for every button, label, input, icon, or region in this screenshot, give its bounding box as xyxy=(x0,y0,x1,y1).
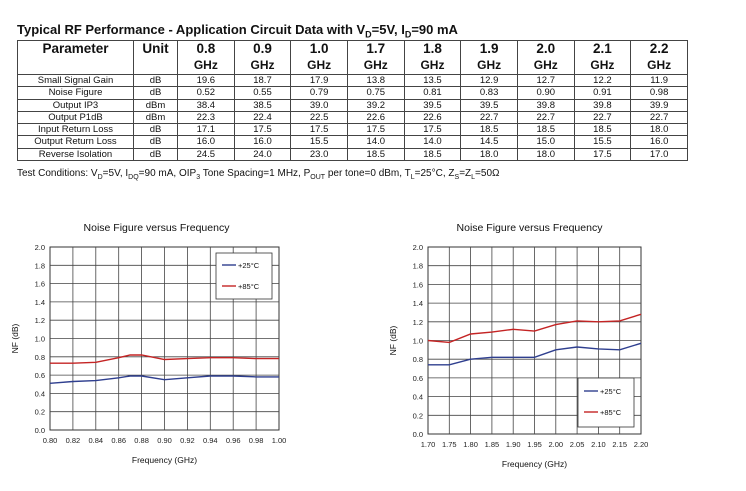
legend-label: +25°C xyxy=(238,261,260,270)
value-cell: 39.2 xyxy=(347,99,404,111)
y-tick-label: 2.0 xyxy=(412,243,423,252)
value-cell: 22.5 xyxy=(291,111,348,123)
chart-title: Noise Figure versus Frequency xyxy=(456,222,603,234)
legend-box xyxy=(216,253,272,299)
y-tick-label: 0.6 xyxy=(34,371,45,381)
x-tick-label: 1.95 xyxy=(527,440,542,449)
value-cell: 16.0 xyxy=(178,136,235,148)
value-cell: 14.0 xyxy=(404,136,461,148)
y-tick-label: 1.6 xyxy=(34,279,45,289)
value-cell: 0.75 xyxy=(347,87,404,99)
table-row xyxy=(18,136,688,148)
freq-header: 0.9 GHz xyxy=(234,41,291,75)
freq-header: 2.2 GHz xyxy=(631,41,688,75)
y-tick-label: 1.0 xyxy=(412,336,423,346)
y-tick-label: 0.4 xyxy=(34,389,45,399)
unit-cell: dBm xyxy=(134,99,178,111)
param-cell: Input Return Loss xyxy=(18,124,134,136)
x-tick-label: 1.90 xyxy=(505,440,521,449)
legend-label: +85°C xyxy=(600,408,622,417)
param-cell: Output IP3 xyxy=(18,99,134,111)
y-tick-label: 1.0 xyxy=(34,334,45,344)
value-cell: 18.5 xyxy=(461,124,518,136)
value-cell: 22.6 xyxy=(347,111,404,123)
value-cell: 17.9 xyxy=(291,75,348,87)
x-tick-label: 2.15 xyxy=(612,440,628,449)
value-cell: 18.0 xyxy=(517,148,574,160)
freq-header: 0.8 GHz xyxy=(178,41,235,75)
x-tick-label: 2.05 xyxy=(569,440,585,449)
value-cell: 17.5 xyxy=(234,124,291,136)
table-row xyxy=(18,87,688,99)
y-tick-label: 0.8 xyxy=(412,355,423,365)
value-cell: 19.6 xyxy=(178,75,235,87)
x-tick-label: 0.96 xyxy=(225,436,241,445)
value-cell: 17.5 xyxy=(404,124,461,136)
value-cell: 38.5 xyxy=(234,99,291,111)
unit-cell: dB xyxy=(134,87,178,99)
x-tick-label: 0.92 xyxy=(180,436,195,445)
x-tick-label: 1.85 xyxy=(484,440,500,449)
table-row xyxy=(18,99,688,111)
y-tick-label: 0.2 xyxy=(34,407,45,417)
table-row xyxy=(18,148,688,160)
value-cell: 12.9 xyxy=(461,75,518,87)
value-cell: 22.4 xyxy=(234,111,291,123)
value-cell: 15.5 xyxy=(291,136,348,148)
value-cell: 24.0 xyxy=(234,148,291,160)
legend-box xyxy=(578,378,634,427)
freq-header: 2.1 GHz xyxy=(574,41,631,75)
x-tick-label: 2.10 xyxy=(591,440,606,449)
x-tick-label: 1.00 xyxy=(271,436,287,445)
x-tick-label: 0.90 xyxy=(157,436,172,445)
value-cell: 39.0 xyxy=(291,99,348,111)
value-cell: 22.7 xyxy=(517,111,574,123)
value-cell: 18.0 xyxy=(461,148,518,160)
nf-chart-high-band xyxy=(370,222,670,482)
freq-header: 2.0 GHz xyxy=(517,41,574,75)
value-cell: 11.9 xyxy=(631,75,688,87)
y-tick-label: 0.6 xyxy=(412,373,423,383)
param-cell: Output Return Loss xyxy=(18,136,134,148)
value-cell: 0.91 xyxy=(574,87,631,99)
y-tick-label: 1.6 xyxy=(412,280,423,290)
x-tick-label: 0.94 xyxy=(202,436,218,445)
y-tick-label: 1.2 xyxy=(412,317,423,327)
value-cell: 14.0 xyxy=(347,136,404,148)
value-cell: 39.9 xyxy=(631,99,688,111)
y-tick-label: 1.2 xyxy=(34,316,45,326)
unit-cell: dB xyxy=(134,75,178,87)
y-tick-label: 0.2 xyxy=(412,411,423,421)
value-cell: 0.55 xyxy=(234,87,291,99)
freq-header: 1.9 GHz xyxy=(461,41,518,75)
value-cell: 22.7 xyxy=(631,111,688,123)
value-cell: 24.5 xyxy=(178,148,235,160)
value-cell: 17.0 xyxy=(631,148,688,160)
x-axis-label: Frequency (GHz) xyxy=(131,455,198,465)
x-tick-label: 0.82 xyxy=(65,436,81,445)
y-tick-label: 1.4 xyxy=(412,299,423,309)
value-cell: 18.5 xyxy=(574,124,631,136)
page-title: Typical RF Performance - Application Circuit Data with $V_D=5V$, $I_D=90$ mA xyxy=(17,22,458,40)
y-axis-label: NF (dB) xyxy=(10,323,20,354)
x-tick-label: 2.20 xyxy=(633,440,649,449)
chart-title: Noise Figure versus Frequency xyxy=(83,222,230,234)
unit-header: Unit xyxy=(134,41,178,75)
value-cell: 15.0 xyxy=(517,136,574,148)
param-cell: Output P1dB xyxy=(18,111,134,123)
param-cell: Reverse Isolation xyxy=(18,148,134,160)
value-cell: 18.7 xyxy=(234,75,291,87)
x-tick-label: 1.75 xyxy=(441,440,457,449)
value-cell: 15.5 xyxy=(574,136,631,148)
y-tick-label: 1.8 xyxy=(34,261,45,271)
legend-label: +85°C xyxy=(238,282,260,291)
value-cell: 22.7 xyxy=(574,111,631,123)
value-cell: 0.83 xyxy=(461,87,518,99)
x-tick-label: 1.80 xyxy=(463,440,478,449)
value-cell: 13.5 xyxy=(404,75,461,87)
freq-header: 1.0 GHz xyxy=(291,41,348,75)
unit-cell: dB xyxy=(134,148,178,160)
value-cell: 23.0 xyxy=(291,148,348,160)
y-tick-label: 1.4 xyxy=(34,297,45,307)
value-cell: 0.52 xyxy=(178,87,235,99)
x-tick-label: 0.88 xyxy=(134,436,149,445)
value-cell: 38.4 xyxy=(178,99,235,111)
y-tick-label: 2.0 xyxy=(34,243,45,252)
x-tick-label: 0.98 xyxy=(248,436,264,445)
x-axis-label: Frequency (GHz) xyxy=(501,459,568,469)
y-tick-label: 0.0 xyxy=(34,426,45,435)
value-cell: 0.90 xyxy=(517,87,574,99)
value-cell: 12.2 xyxy=(574,75,631,87)
param-cell: Noise Figure xyxy=(18,87,134,99)
unit-cell: dBm xyxy=(134,111,178,123)
x-tick-label: 2.00 xyxy=(548,440,564,449)
y-tick-label: 0.4 xyxy=(412,392,423,402)
value-cell: 39.5 xyxy=(461,99,518,111)
value-cell: 39.8 xyxy=(574,99,631,111)
value-cell: 18.5 xyxy=(347,148,404,160)
value-cell: 17.5 xyxy=(347,124,404,136)
value-cell: 0.81 xyxy=(404,87,461,99)
rf-performance-table xyxy=(17,40,688,161)
table-row xyxy=(18,75,688,87)
value-cell: 13.8 xyxy=(347,75,404,87)
table-row xyxy=(18,124,688,136)
value-cell: 17.1 xyxy=(178,124,235,136)
y-axis-label: NF (dB) xyxy=(388,325,398,356)
value-cell: 18.5 xyxy=(517,124,574,136)
value-cell: 17.5 xyxy=(574,148,631,160)
unit-cell: dB xyxy=(134,136,178,148)
legend-label: +25°C xyxy=(600,387,622,396)
x-tick-label: 0.86 xyxy=(111,436,127,445)
x-tick-label: 0.84 xyxy=(88,436,104,445)
value-cell: 22.3 xyxy=(178,111,235,123)
value-cell: 39.8 xyxy=(517,99,574,111)
value-cell: 22.7 xyxy=(461,111,518,123)
value-cell: 22.6 xyxy=(404,111,461,123)
unit-cell: dB xyxy=(134,124,178,136)
y-tick-label: 0.0 xyxy=(412,430,423,439)
value-cell: 12.7 xyxy=(517,75,574,87)
value-cell: 16.0 xyxy=(234,136,291,148)
value-cell: 16.0 xyxy=(631,136,688,148)
nf-chart-low-band xyxy=(0,215,300,475)
x-tick-label: 1.70 xyxy=(420,440,436,449)
parameter-header: Parameter xyxy=(18,41,134,75)
value-cell: 17.5 xyxy=(291,124,348,136)
value-cell: 18.0 xyxy=(631,124,688,136)
value-cell: 0.79 xyxy=(291,87,348,99)
value-cell: 14.5 xyxy=(461,136,518,148)
table-row xyxy=(18,111,688,123)
freq-header: 1.7 GHz xyxy=(347,41,404,75)
value-cell: 18.5 xyxy=(404,148,461,160)
value-cell: 39.5 xyxy=(404,99,461,111)
table-header-row xyxy=(18,41,688,75)
freq-header: 1.8 GHz xyxy=(404,41,461,75)
x-tick-label: 0.80 xyxy=(42,436,58,445)
param-cell: Small Signal Gain xyxy=(18,75,134,87)
value-cell: 0.98 xyxy=(631,87,688,99)
y-tick-label: 0.8 xyxy=(34,352,45,362)
test-conditions: Test Conditions: $V_D=5V$, $I_{DQ}=90$ mA, $OIP_3$ Tone Spacing=1 MHz, $P_{OUT}$ per tone=0 dBm, $T_L=25^\circ C$, $Z_S=Z_L=50\Omega$ xyxy=(17,168,500,181)
y-tick-label: 1.8 xyxy=(412,261,423,271)
